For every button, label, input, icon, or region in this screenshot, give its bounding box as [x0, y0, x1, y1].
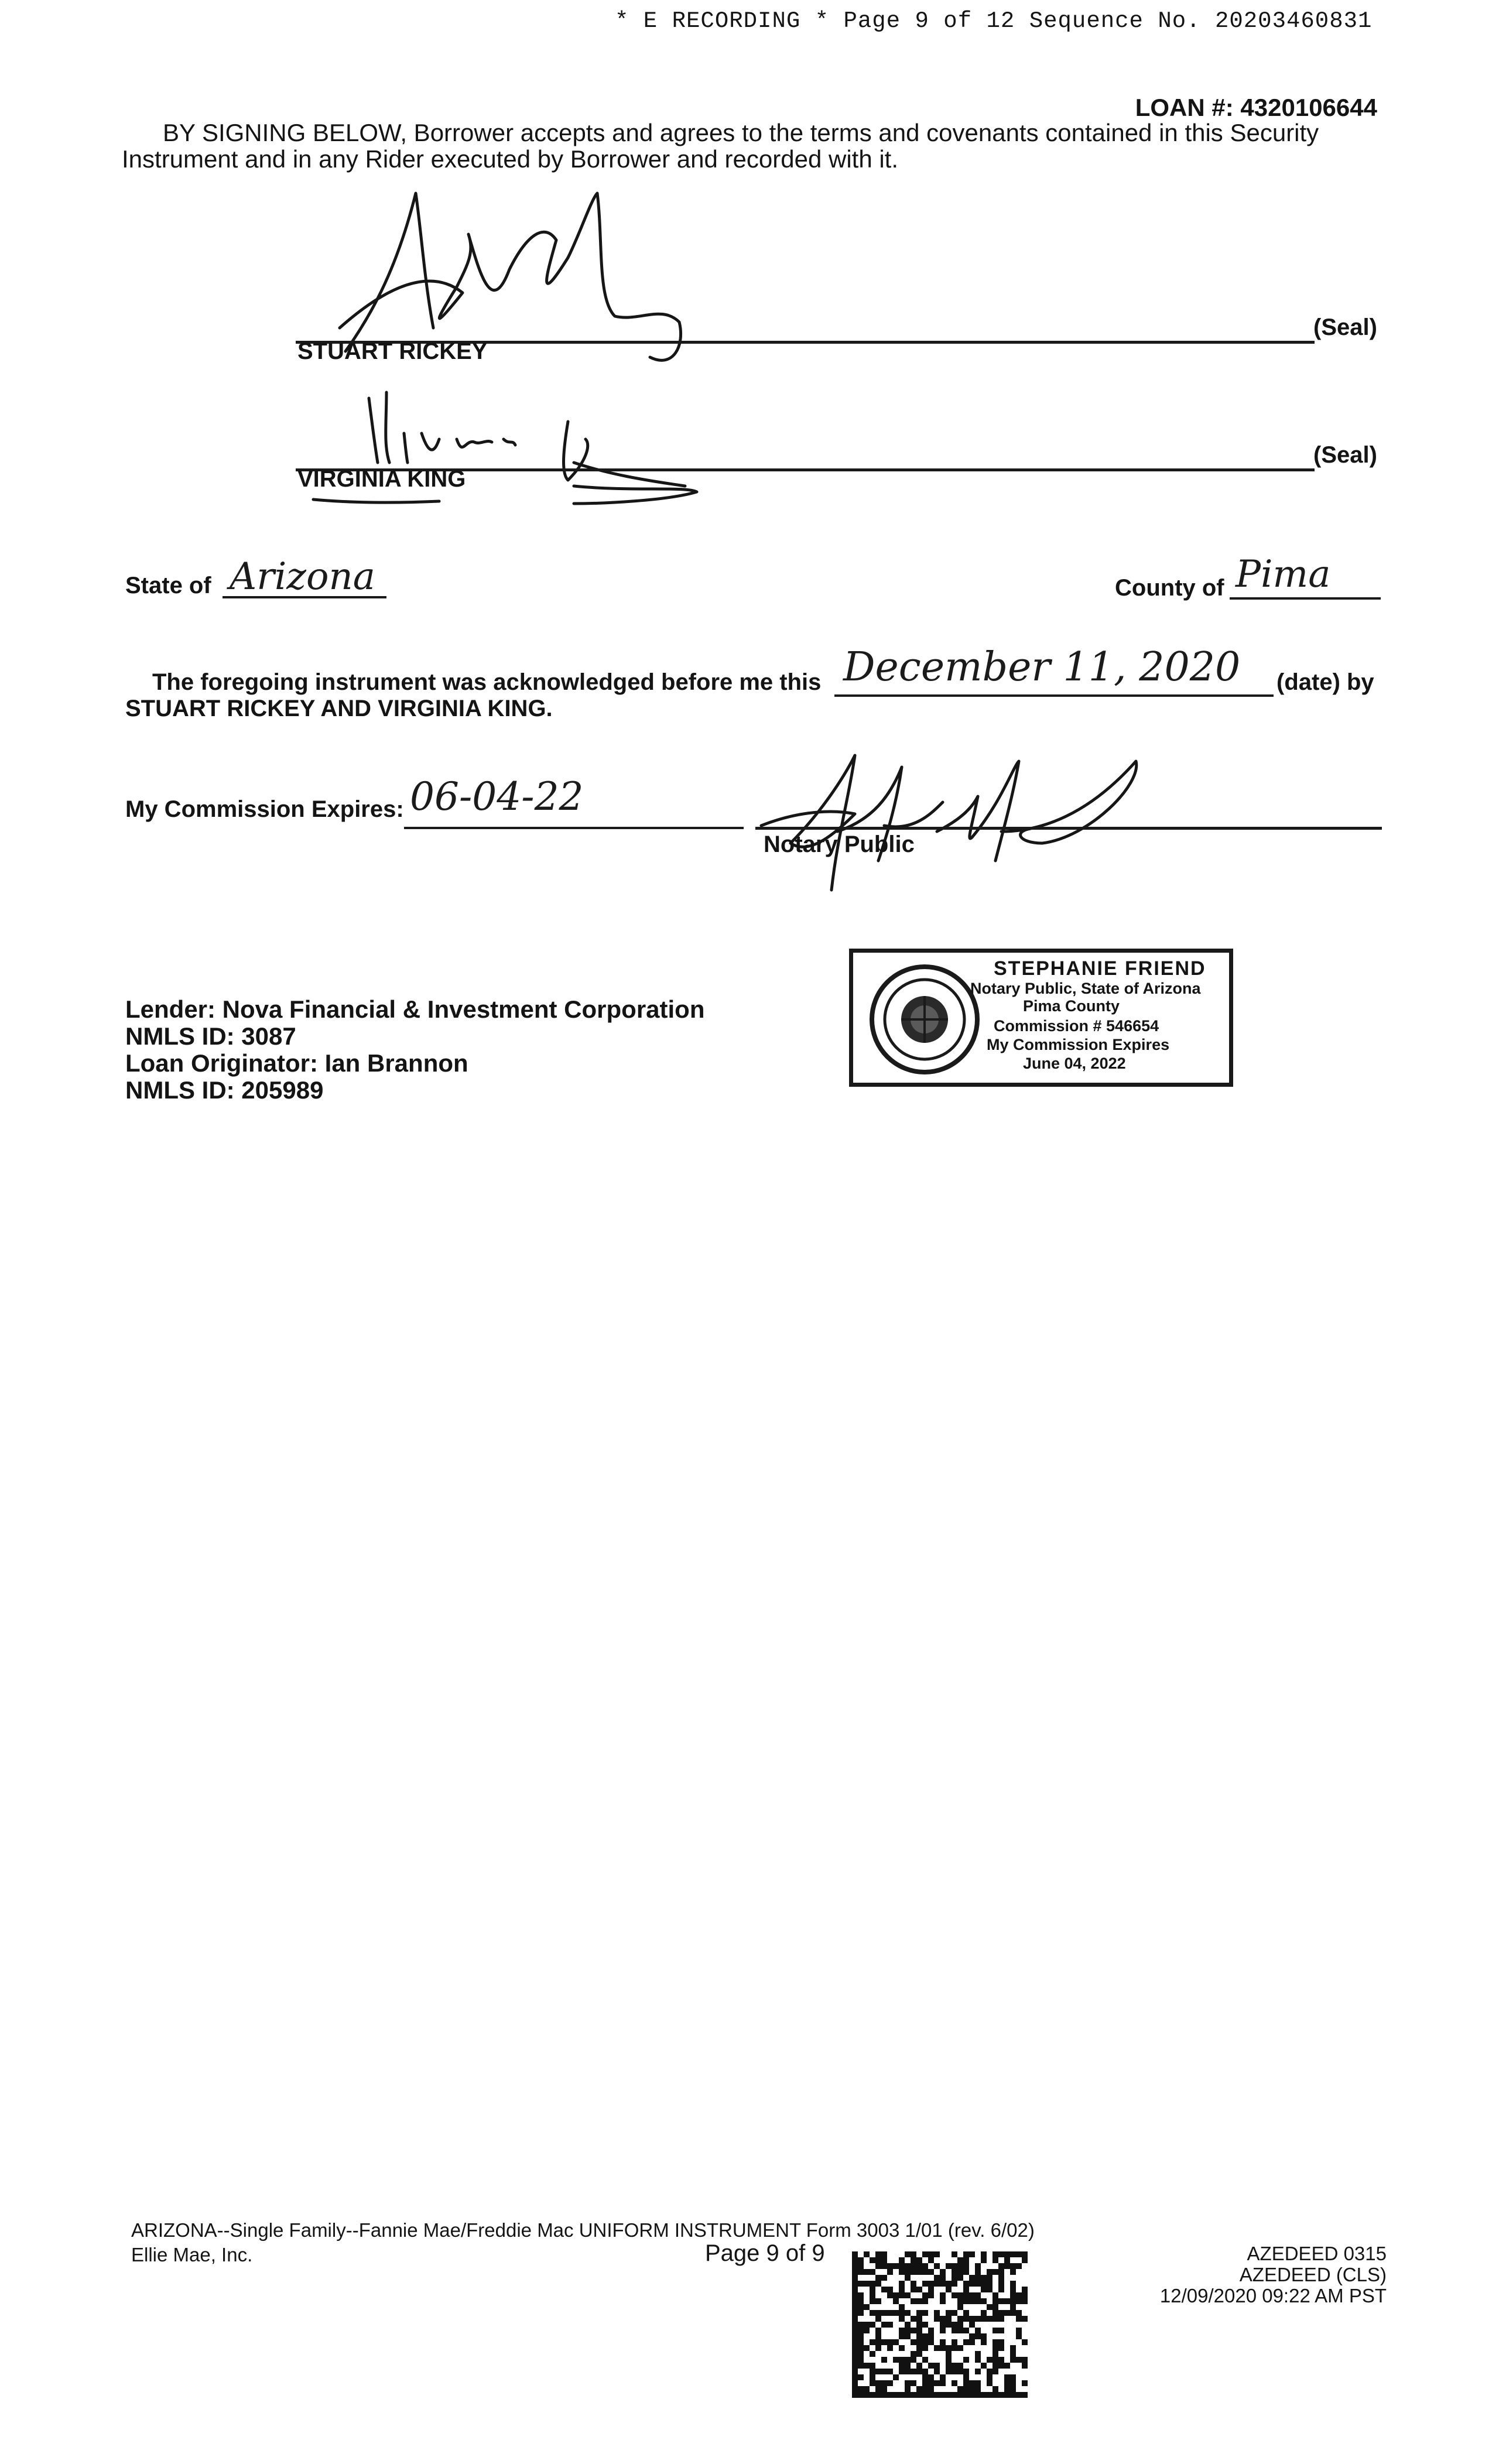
form-code-1: AZEDEED 0315	[1247, 2243, 1387, 2264]
notary-signature	[738, 744, 1159, 896]
ack-date-line	[834, 694, 1274, 697]
borrower-2-seal: (Seal)	[1313, 442, 1377, 468]
commission-line	[404, 827, 744, 829]
lender-name: Lender: Nova Financial & Investment Corporation	[125, 995, 705, 1023]
county-line	[1230, 597, 1381, 600]
county-value: Pima	[1236, 553, 1331, 596]
ack-date: December 11, 2020	[843, 644, 1241, 690]
state-label: State of	[125, 573, 211, 598]
borrower-1-seal: (Seal)	[1313, 314, 1377, 340]
ack-names: STUART RICKEY AND VIRGINIA KING.	[125, 696, 553, 721]
vendor: Ellie Mae, Inc.	[131, 2244, 253, 2265]
recording-banner: * E RECORDING * Page 9 of 12 Sequence No. 20203460831	[615, 8, 1373, 34]
page-number: Page 9 of 9	[705, 2240, 825, 2266]
ack-prefix: The foregoing instrument was acknowledged before me this	[152, 669, 822, 695]
ack-suffix: (date) by	[1276, 669, 1374, 695]
timestamp: 12/09/2020 09:22 AM PST	[1159, 2285, 1387, 2306]
stamp-line-3: Commission # 546654	[994, 1017, 1159, 1035]
state-line	[223, 596, 386, 598]
form-code-2: AZEDEED (CLS)	[1239, 2264, 1387, 2285]
intro-line-1: BY SIGNING BELOW, Borrower accepts and agrees to the terms and covenants contained in this Security	[163, 119, 1319, 146]
intro-line-2: Instrument and in any Rider executed by Borrower and recorded with it.	[122, 145, 899, 173]
stamp-line-2: Pima County	[1023, 997, 1120, 1015]
loan-value: 4320106644	[1240, 94, 1377, 121]
stamp-notary-name: STEPHANIE FRIEND	[994, 957, 1206, 980]
county-label: County of	[1115, 575, 1224, 601]
commission-label: My Commission Expires:	[125, 796, 404, 822]
notary-label: Notary Public	[764, 831, 915, 857]
lender-nmls: NMLS ID: 3087	[125, 1022, 296, 1050]
stamp-line-4: My Commission Expires	[987, 1036, 1170, 1053]
originator-nmls: NMLS ID: 205989	[125, 1076, 324, 1104]
notary-seal-emblem	[866, 961, 983, 1078]
loan-originator: Loan Originator: Ian Brannon	[125, 1049, 468, 1077]
borrower-1-name: STUART RICKEY	[297, 338, 488, 364]
stamp-line-5: June 04, 2022	[1023, 1055, 1126, 1072]
borrower-2-name-underline-flourish	[310, 491, 463, 514]
form-title: ARIZONA--Single Family--Fannie Mae/Freddie Mac UNIFORM INSTRUMENT Form 3003 1/01 (rev. 6/02)	[131, 2219, 1035, 2241]
loan-number	[1135, 94, 1377, 122]
barcode	[852, 2251, 1028, 2398]
notary-signature-line	[755, 827, 1382, 830]
stamp-line-1: Notary Public, State of Arizona	[970, 980, 1201, 997]
commission-value: 06-04-22	[410, 774, 584, 819]
borrower-2-name: VIRGINIA KING	[297, 466, 466, 492]
notary-stamp	[849, 949, 1233, 1087]
state-value: Arizona	[230, 555, 375, 598]
loan-label: LOAN #:	[1135, 94, 1234, 121]
